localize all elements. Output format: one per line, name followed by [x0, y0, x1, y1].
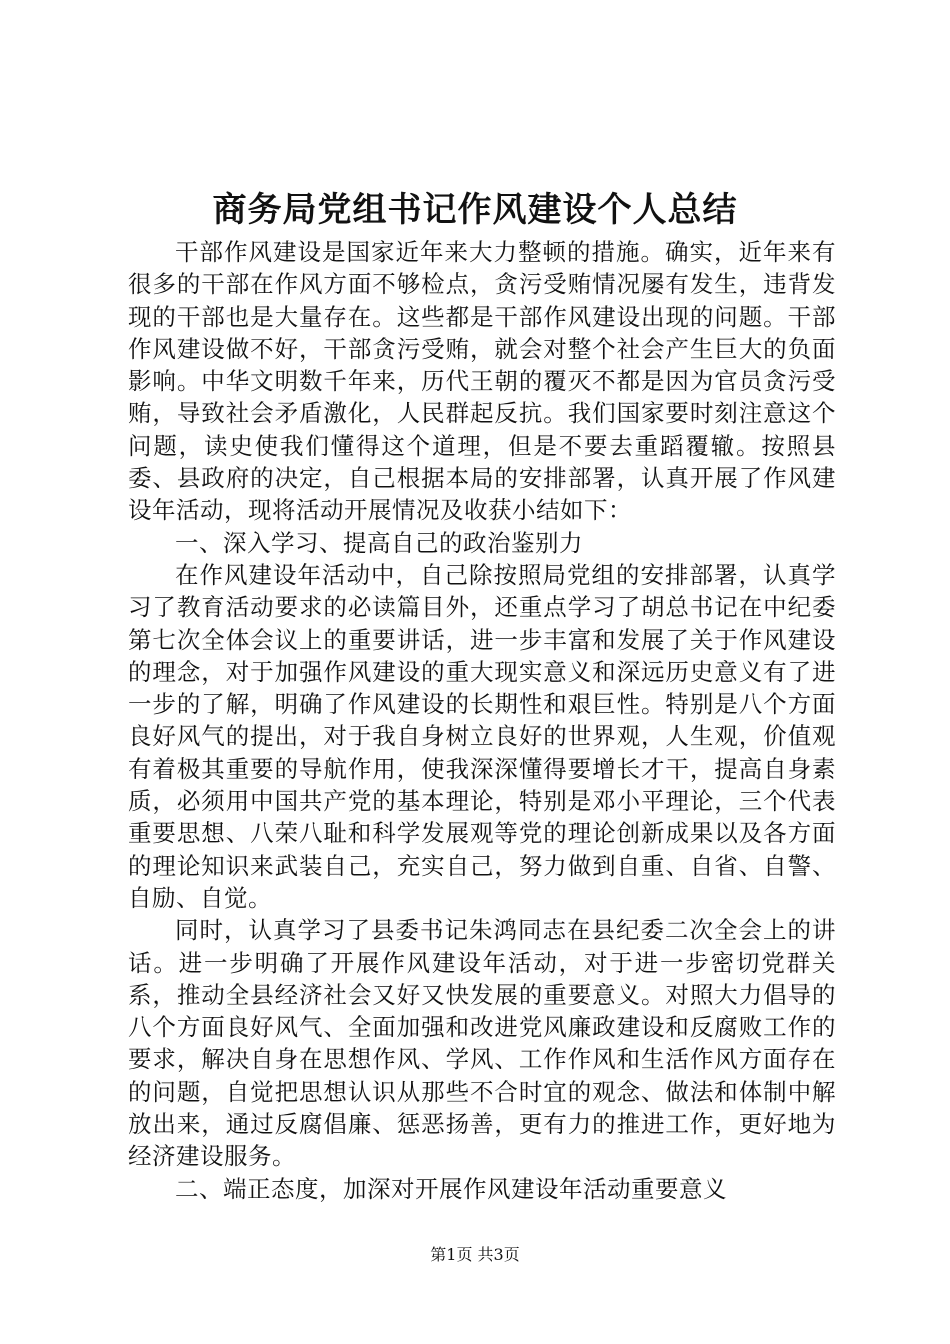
document-title: 商务局党组书记作风建设个人总结: [212, 190, 738, 230]
section-heading-2: 二、端正态度，加深对开展作风建设年活动重要意义: [175, 1174, 727, 1203]
page-number: 第1页 共3页: [430, 1245, 520, 1264]
paragraph-study: 在作风建设年活动中，自己除按照局党组的安排部署，认真学习了教育活动要求的必读篇目外，还重点学习了胡总书记在中纪委第七次全体会议上的重要讲话，进一步丰富和发展了关于作风建设的理念，对于加强作风建设的重大现实意义和深远历史意义有了进一步的了解，明确了作风建设的长期性和艰巨性。特别是八个方面良好风气的提出，对于我自身树立良好的世界观，人生观，价值观有着极其重要的导航作用，使我深深懂得要增长才干，提高自身素质，必须用中国共产党的基本理论，特别是邓小平理论，三个代表重要思想、八荣八耻和科学发展观等党的理论创新成果以及各方面的理论知识来武装自己，充实自己，努力做到自重、自省、自警、自励、自觉。: [128, 560, 836, 912]
section-heading-1: 一、深入学习、提高自己的政治鉴别力: [175, 528, 583, 557]
document-body: [128, 236, 836, 1205]
paragraph-county-speech: 同时，认真学习了县委书记朱鸿同志在县纪委二次全会上的讲话。进一步明确了开展作风建设年活动，对于进一步密切党群关系，推动全县经济社会又好又快发展的重要意义。对照大力倡导的八个方面良好风气、全面加强和改进党风廉政建设和反腐败工作的要求，解决自身在思想作风、学风、工作作风和生活作风方面存在的问题，自觉把思想认识从那些不合时宜的观念、做法和体制中解放出来，通过反腐倡廉、惩恶扬善，更有力的推进工作，更好地为经济建设服务。: [128, 916, 836, 1171]
paragraph-intro: 干部作风建设是国家近年来大力整顿的措施。确实，近年来有很多的干部在作风方面不够检点，贪污受贿情况屡有发生，违背发现的干部也是大量存在。这些都是干部作风建设出现的问题。干部作风建设做不好，干部贪污受贿，就会对整个社会产生巨大的负面影响。中华文明数千年来，历代王朝的覆灭不都是因为官员贪污受贿，导致社会矛盾激化，人民群起反抗。我们国家要时刻注意这个问题，读史使我们懂得这个道理，但是不要去重蹈覆辙。按照县委、县政府的决定，自己根据本局的安排部署，认真开展了作风建设年活动，现将活动开展情况及收获小结如下：: [128, 238, 836, 525]
